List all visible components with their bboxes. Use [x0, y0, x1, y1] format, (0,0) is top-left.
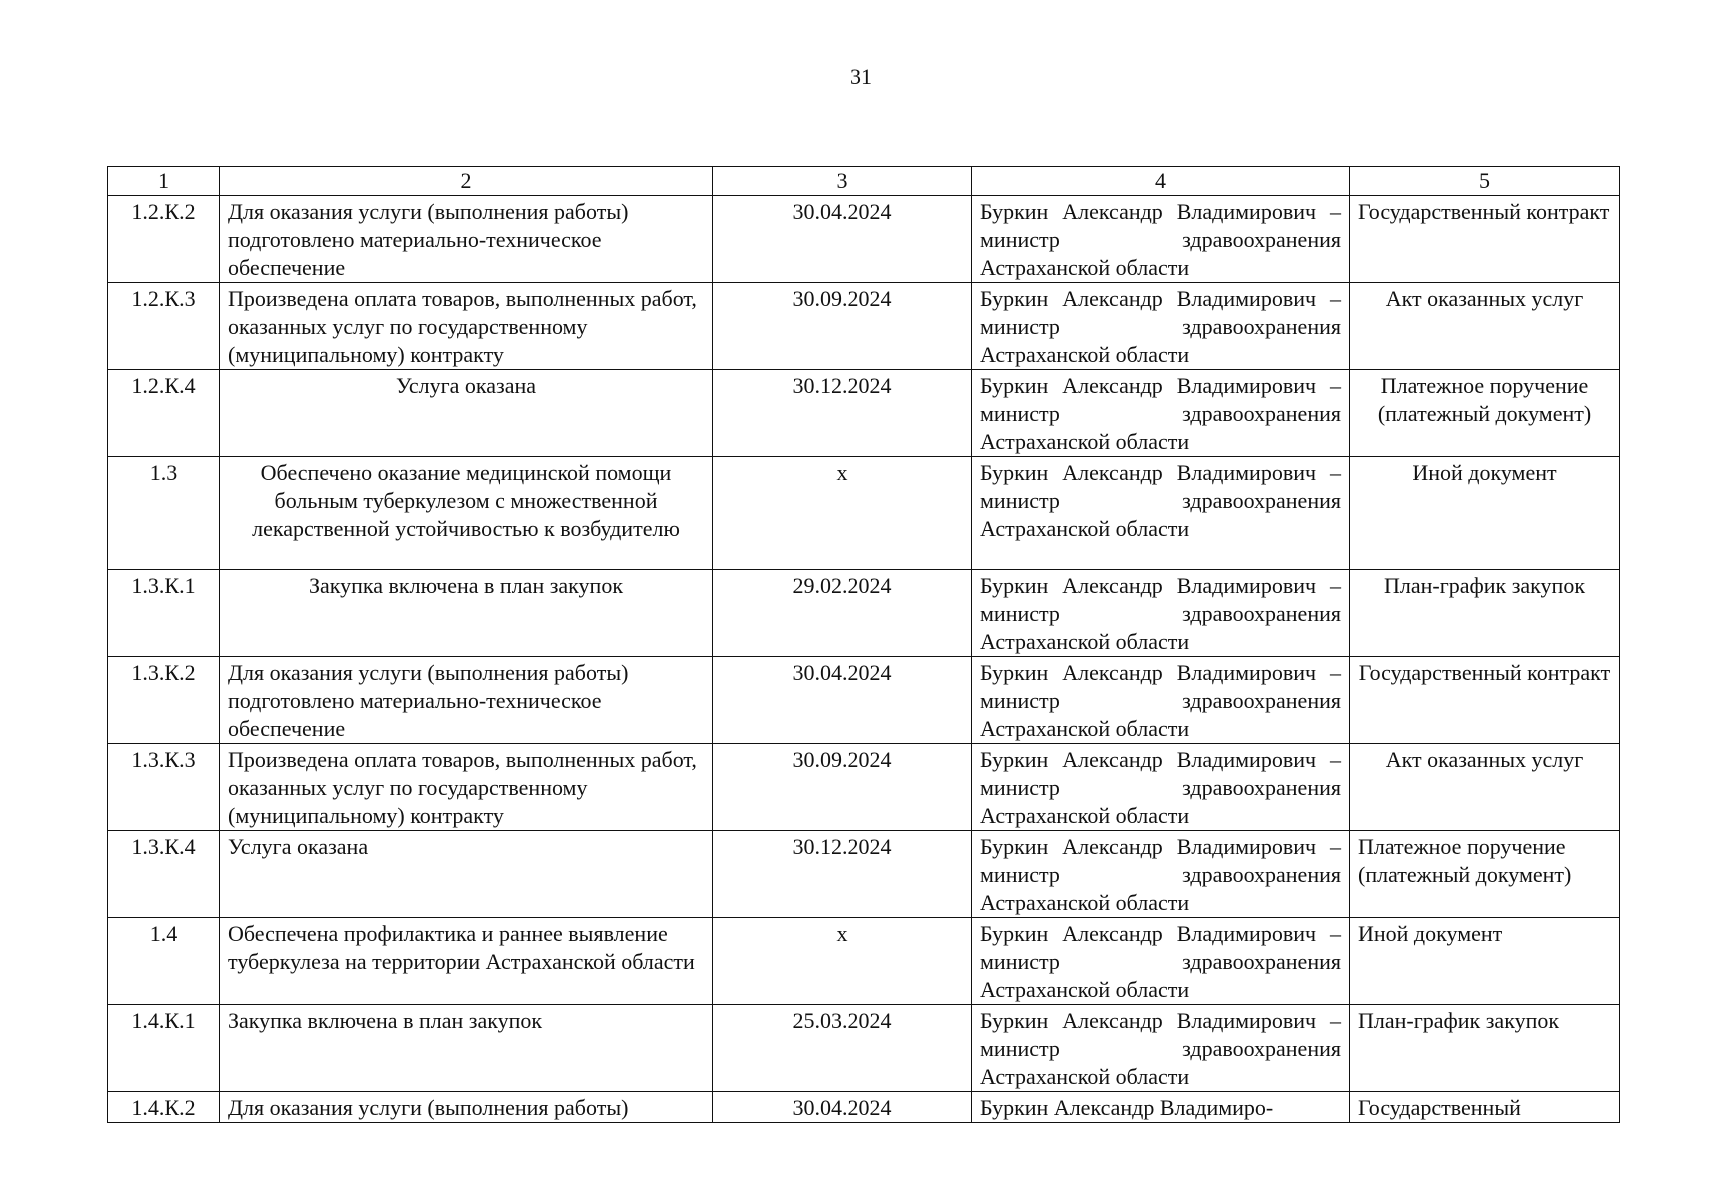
row-document: Акт оказанных услуг [1350, 283, 1620, 370]
column-header: 3 [713, 167, 972, 196]
row-date: х [713, 457, 972, 570]
row-responsible: Буркин Александр Владимирович – министр здравоохранения Астраханской области [972, 570, 1350, 657]
table-header-row [108, 167, 1620, 196]
row-responsible: Буркин Александр Владимирович – министр здравоохранения Астраханской области [972, 657, 1350, 744]
row-document: Иной документ [1350, 457, 1620, 570]
row-result: Обеспечена профилактика и раннее выявление туберкулеза на территории Астраханской области [220, 918, 713, 1005]
row-date: 30.09.2024 [713, 283, 972, 370]
row-id: 1.2.К.2 [108, 196, 220, 283]
row-id: 1.3 [108, 457, 220, 570]
row-id: 1.3.К.1 [108, 570, 220, 657]
row-document: Государственный контракт [1350, 196, 1620, 283]
table-row [108, 370, 1620, 457]
row-id: 1.2.К.4 [108, 370, 220, 457]
table-row [108, 657, 1620, 744]
row-date: 30.04.2024 [713, 196, 972, 283]
row-responsible: Буркин Александр Владимирович – министр здравоохранения Астраханской области [972, 283, 1350, 370]
row-date: 30.12.2024 [713, 831, 972, 918]
row-id: 1.4.К.1 [108, 1005, 220, 1092]
row-id: 1.4.К.2 [108, 1092, 220, 1123]
row-date: 30.04.2024 [713, 1092, 972, 1123]
row-result: Обеспечено оказание медицинской помощи больным туберкулезом с множественной лекарственной устойчивостью к возбудителю [220, 457, 713, 570]
table-row [108, 831, 1620, 918]
row-document: Платежное поручение (платежный документ) [1350, 370, 1620, 457]
row-result: Услуга оказана [220, 831, 713, 918]
column-header: 5 [1350, 167, 1620, 196]
row-date: х [713, 918, 972, 1005]
row-responsible: Буркин Александр Владимирович – министр здравоохранения Астраханской области [972, 457, 1350, 570]
row-result: Закупка включена в план закупок [220, 570, 713, 657]
column-header: 4 [972, 167, 1350, 196]
row-result: Для оказания услуги (выполнения работы) подготовлено материально-техническое обеспечение [220, 196, 713, 283]
row-document: План-график закупок [1350, 570, 1620, 657]
row-result: Закупка включена в план закупок [220, 1005, 713, 1092]
table-row [108, 744, 1620, 831]
row-document: Иной документ [1350, 918, 1620, 1005]
table-row [108, 918, 1620, 1005]
row-date: 30.12.2024 [713, 370, 972, 457]
row-result: Произведена оплата товаров, выполненных работ, оказанных услуг по государственному (муниципальному) контракту [220, 744, 713, 831]
row-responsible: Буркин Александр Владимирович – министр здравоохранения Астраханской области [972, 1005, 1350, 1092]
row-id: 1.4 [108, 918, 220, 1005]
row-responsible: Буркин Александр Владимирович – министр здравоохранения Астраханской области [972, 196, 1350, 283]
row-document: План-график закупок [1350, 1005, 1620, 1092]
table-row [108, 457, 1620, 570]
row-responsible: Буркин Александр Владимиро- [972, 1092, 1350, 1123]
row-result: Для оказания услуги (выполнения работы) подготовлено материально-техническое обеспечение [220, 657, 713, 744]
row-id: 1.3.К.3 [108, 744, 220, 831]
row-date: 30.04.2024 [713, 657, 972, 744]
row-id: 1.3.К.4 [108, 831, 220, 918]
row-responsible: Буркин Александр Владимирович – министр здравоохранения Астраханской области [972, 831, 1350, 918]
table-row [108, 570, 1620, 657]
row-document: Акт оказанных услуг [1350, 744, 1620, 831]
column-header: 1 [108, 167, 220, 196]
table-row [108, 283, 1620, 370]
row-date: 29.02.2024 [713, 570, 972, 657]
row-result: Для оказания услуги (выполнения работы) [220, 1092, 713, 1123]
row-document: Платежное поручение (платежный документ) [1350, 831, 1620, 918]
row-document: Государственный контракт [1350, 657, 1620, 744]
row-result: Произведена оплата товаров, выполненных работ, оказанных услуг по государственному (муниципальному) контракту [220, 283, 713, 370]
row-id: 1.2.К.3 [108, 283, 220, 370]
page-number: 31 [850, 64, 872, 89]
row-responsible: Буркин Александр Владимирович – министр здравоохранения Астраханской области [972, 744, 1350, 831]
measures-table [107, 166, 1620, 1123]
row-responsible: Буркин Александр Владимирович – министр здравоохранения Астраханской области [972, 918, 1350, 1005]
row-id: 1.3.К.2 [108, 657, 220, 744]
row-document: Государственный [1350, 1092, 1620, 1123]
table-row [108, 1005, 1620, 1092]
row-responsible: Буркин Александр Владимирович – министр здравоохранения Астраханской области [972, 370, 1350, 457]
row-date: 30.09.2024 [713, 744, 972, 831]
row-date: 25.03.2024 [713, 1005, 972, 1092]
row-result: Услуга оказана [220, 370, 713, 457]
column-header: 2 [220, 167, 713, 196]
table-row [108, 196, 1620, 283]
table-row [108, 1092, 1620, 1123]
